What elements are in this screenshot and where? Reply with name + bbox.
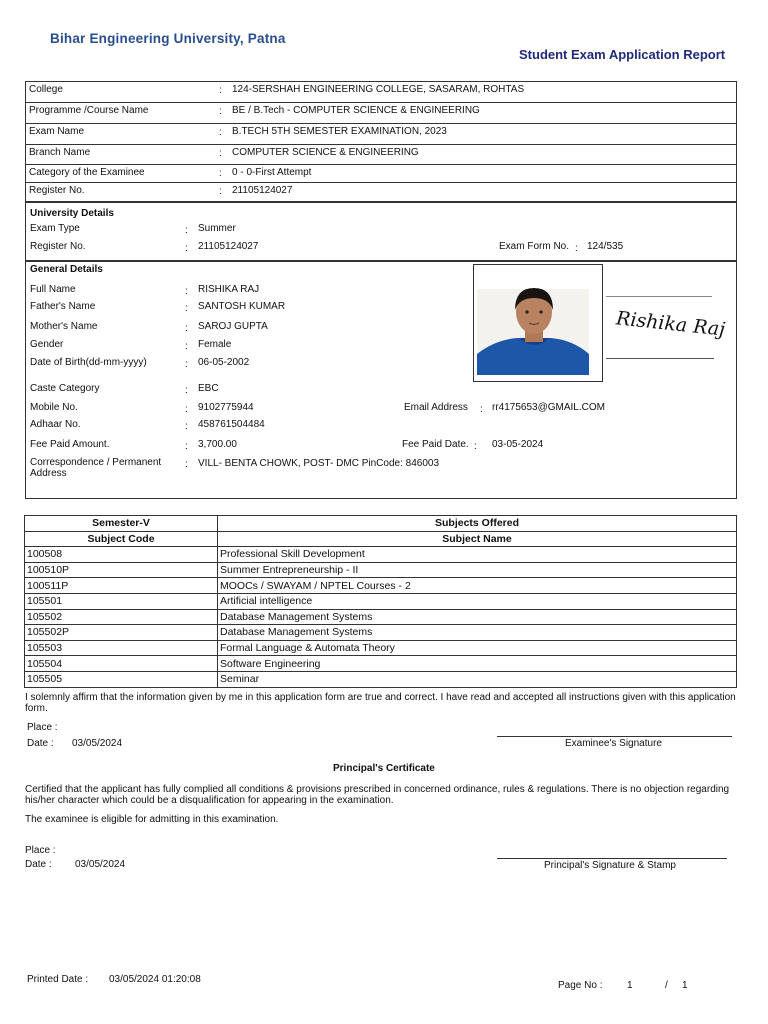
table-row — [25, 562, 737, 578]
subjects-offered-header: Subjects Offered — [218, 516, 737, 532]
student-photo-image — [475, 266, 603, 382]
info-row-branch: Branch Name : COMPUTER SCIENCE & ENGINEERING — [26, 145, 736, 165]
fee-label: Fee Paid Amount. — [30, 439, 110, 450]
table-header-row — [25, 531, 737, 547]
exam-form-value: 124/535 — [587, 241, 624, 252]
fee-date-label: Fee Paid Date. — [402, 439, 469, 450]
printed-date-label: Printed Date : — [27, 974, 89, 985]
semester-header: Semester-V — [25, 516, 218, 532]
principal-place-label: Place : — [25, 845, 56, 856]
mobile-value: 9102775944 — [198, 402, 254, 413]
dob-label: Date of Birth(dd-mm-yyyy) — [30, 357, 147, 368]
row-value: 124-SERSHAH ENGINEERING COLLEGE, SASARAM, ROHTAS — [232, 84, 525, 95]
exam-type-value: Summer — [198, 223, 236, 234]
subject-code: 105505 — [25, 671, 218, 687]
caste-label: Caste Category — [30, 383, 100, 394]
row-label: College — [29, 84, 63, 95]
examinee-signature-line — [497, 736, 732, 737]
general-details-heading: General Details — [30, 264, 103, 275]
eligibility-text: The examinee is eligible for admitting in this examination. — [25, 814, 279, 825]
subject-name: Artificial intelligence — [218, 593, 737, 609]
subject-name: Database Management Systems — [218, 625, 737, 641]
report-title: Student Exam Application Report — [519, 47, 726, 62]
principal-date: 03/05/2024 — [75, 859, 126, 870]
subject-code: 105502 — [25, 609, 218, 625]
examinee-signature-label: Examinee's Signature — [565, 738, 662, 749]
table-row — [25, 593, 737, 609]
row-label: Programme /Course Name — [29, 105, 149, 116]
caste-value: EBC — [198, 383, 219, 394]
university-details-heading: University Details — [30, 208, 114, 219]
info-row-exam-name: Exam Name : B.TECH 5TH SEMESTER EXAMINATION, 2023 — [26, 124, 736, 145]
full-name-label: Full Name — [30, 284, 76, 295]
subject-name: Formal Language & Automata Theory — [218, 640, 737, 656]
subjects-table — [24, 515, 737, 688]
declaration-date: 03/05/2024 — [72, 738, 123, 749]
subject-code: 105504 — [25, 656, 218, 672]
row-label: Category of the Examinee — [29, 167, 145, 178]
gender-value: Female — [198, 339, 232, 350]
principal-certificate-text: Certified that the applicant has fully complied all conditions & provisions prescribed in concerned ordinance, rules & regulations. There is no objection regarding his/her character which could be a disqualification for appearing in the examination. — [25, 784, 730, 806]
subject-code: 105503 — [25, 640, 218, 656]
subject-code: 105502P — [25, 625, 218, 641]
row-label: Branch Name — [29, 147, 91, 158]
full-name-value: RISHIKA RAJ — [198, 284, 260, 295]
address-label-line2: Address — [30, 468, 67, 479]
subject-name: Database Management Systems — [218, 609, 737, 625]
declaration-place-label: Place : — [27, 722, 58, 733]
subject-name: Seminar — [218, 671, 737, 687]
address-value: VILL- BENTA CHOWK, POST- DMC PinCode: 846003 — [198, 458, 440, 469]
course-info-box — [25, 81, 737, 202]
row-label: Exam Name — [29, 126, 85, 137]
subject-code: 100511P — [25, 578, 218, 594]
fee-date-value: 03-05-2024 — [492, 439, 544, 450]
subject-name: Professional Skill Development — [218, 547, 737, 563]
mother-value: SAROJ GUPTA — [198, 321, 268, 332]
dob-value: 06-05-2002 — [198, 357, 250, 368]
subject-code: 100510P — [25, 562, 218, 578]
gender-label: Gender — [30, 339, 64, 350]
info-row-register: Register No. : 21105124027 — [29, 185, 293, 197]
row-value: B.TECH 5TH SEMESTER EXAMINATION, 2023 — [232, 126, 447, 137]
mobile-label: Mobile No. — [30, 402, 78, 413]
table-row — [25, 625, 737, 641]
subject-code: 105501 — [25, 593, 218, 609]
declaration-date-label: Date : — [27, 738, 54, 749]
email-label: Email Address — [404, 402, 468, 413]
table-row — [25, 578, 737, 594]
student-signature — [606, 293, 727, 363]
subject-code: 100508 — [25, 547, 218, 563]
table-row — [25, 671, 737, 687]
register-label: Register No. — [30, 241, 86, 252]
mother-label: Mother's Name — [30, 321, 98, 332]
subject-name: MOOCs / SWAYAM / NPTEL Courses - 2 — [218, 578, 737, 594]
table-row — [25, 609, 737, 625]
address-label-line1: Correspondence / Permanent — [30, 457, 162, 468]
principal-signature-label: Principal's Signature & Stamp — [544, 860, 676, 871]
email-value: rr4175653@GMAIL.COM — [492, 402, 605, 413]
row-value: BE / B.Tech - COMPUTER SCIENCE & ENGINEERING — [232, 105, 480, 116]
page-number: 1 — [627, 980, 633, 991]
subject-name-header: Subject Name — [218, 531, 737, 547]
subject-name: Software Engineering — [218, 656, 737, 672]
exam-form-label: Exam Form No. — [499, 241, 570, 252]
row-value: 21105124027 — [232, 185, 293, 196]
table-header-row — [25, 516, 737, 532]
page-total: 1 — [682, 980, 688, 991]
info-row-category: Category of the Examinee : 0 - 0-First Attempt — [26, 165, 736, 183]
principal-date-label: Date : — [25, 859, 52, 870]
page-no-label: Page No : — [558, 980, 603, 991]
principal-signature-line — [497, 858, 727, 859]
subject-name: Summer Entrepreneurship - II — [218, 562, 737, 578]
table-row — [25, 547, 737, 563]
printed-date-value: 03/05/2024 01:20:08 — [109, 974, 201, 985]
student-photo — [473, 264, 603, 382]
exam-type-label: Exam Type — [30, 223, 80, 234]
father-label: Father's Name — [30, 301, 96, 312]
university-name: Bihar Engineering University, Patna — [50, 31, 286, 46]
table-row — [25, 640, 737, 656]
subject-code-header: Subject Code — [25, 531, 218, 547]
principal-certificate-heading: Principal's Certificate — [333, 763, 435, 774]
declaration-text: I solemnly affirm that the information given by me in this application form are true and correct. I have read and accepted all instructions given with this application form. — [25, 692, 736, 714]
row-label: Register No. — [29, 185, 85, 196]
fee-value: 3,700.00 — [198, 439, 237, 450]
adhaar-value: 458761504484 — [198, 419, 265, 430]
info-row-college: College : 124-SERSHAH ENGINEERING COLLEGE, SASARAM, ROHTAS — [26, 82, 736, 103]
table-row — [25, 656, 737, 672]
row-value: COMPUTER SCIENCE & ENGINEERING — [232, 147, 419, 158]
father-value: SANTOSH KUMAR — [198, 301, 286, 312]
adhaar-label: Adhaar No. — [30, 419, 81, 430]
university-details-box — [25, 202, 737, 261]
signature-text: Rishika Raj — [615, 307, 727, 341]
register-value: 21105124027 — [198, 241, 259, 252]
page-separator: / — [665, 980, 668, 991]
info-row-programme: Programme /Course Name : BE / B.Tech - COMPUTER SCIENCE & ENGINEERING — [26, 103, 736, 124]
row-value: 0 - 0-First Attempt — [232, 167, 312, 178]
